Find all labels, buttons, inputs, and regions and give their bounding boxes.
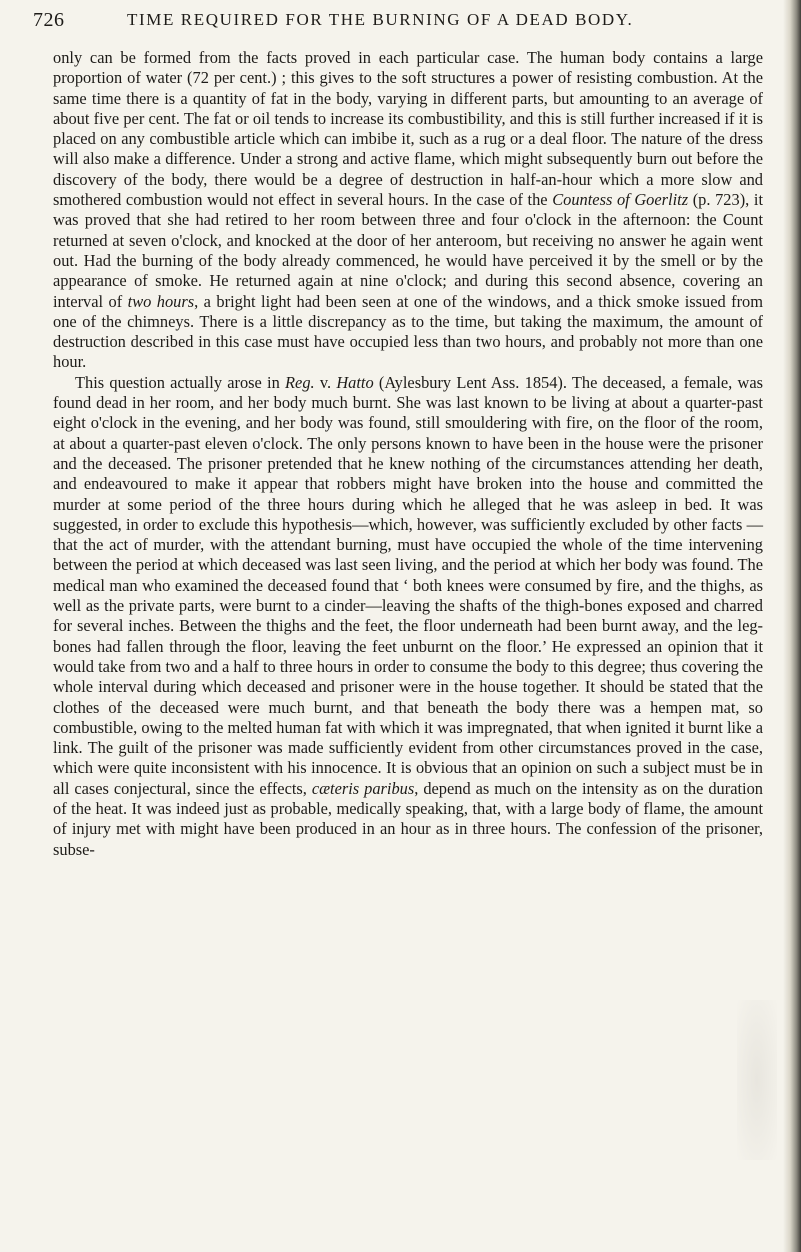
text-segment: This question actually arose in [75, 372, 286, 392]
italic-case-name: Hatto [336, 372, 374, 392]
text-segment: only can be formed from the facts proved in each particular case. The human body contains a large proportion of water (72 per cent.) ; this gives to the soft structures a power of resisting combustion. At the same time there is a quantity of fat in the body, varying in different parts, but amounting to an average of about five per cent. The fat or oil tends to increase its combustibility, and this is still further increased if it is placed on any combustible article which can imbibe it, such as a rug or a deal floor. The nature of the dress will also make a difference. Under a strong and active flame, which might subsequently burn out before the discovery of the body, there would be a degree of destruction in half-an-hour which a more slow and smothered combustion would not effect in several hours. In the case of the [53, 48, 763, 210]
text-segment: (Aylesbury Lent Ass. 1854). The deceased, a female, was found dead in her room, and her body much burnt. She was last known to be living at about a quarter-past eight o'clock in the evening, and her body was found, still smouldering with fire, on the floor of the room, at about a quarter-past eleven o'clock. The only persons known to have been in the house were the prisoner and the deceased. The prisoner pretended that he knew nothing of the circumstances attending her death, and endeavoured to make it appear that robbers might have broken into the house and committed the murder at some period of the three hours during which he alleged that he was asleep in bed. It was suggested, in order to exclude this hypothesis—which, however, was sufficiently excluded by other facts —that the act of murder, with the attendant burning, must have occupied the whole of the time intervening between the period at which deceased was last seen living, and the period at which her body was found. The medical man who examined the deceased found that ‘ both knees were consumed by fire, and the thighs, as well as the private parts, were burnt to a cinder—leaving the shafts of the thigh-bones exposed and charred for several inches. Between the thighs and the feet, the floor underneath had been burnt away, and the leg-bones had fallen through the floor, leaving the feet unburnt on the floor.’ He expressed an opinion that it would take from two and a half to three hours in order to consume the body to this degree; thus covering the whole interval during which deceased and prisoner were in the house together. It should be stated that the clothes of the deceased were much burnt, and that beneath the body there was a hempen mat, so combustible, owing to the melted human fat with which it was impregnated, that when ignited it burnt like a link. The guilt of the prisoner was made sufficiently evident from other circumstances proved in the case, which were quite inconsistent with his innocence. It is obvious that an opinion on such a subject must be in all cases conjectural, since the effects, [53, 372, 763, 798]
text-segment: , depend as much on the intensity as on the duration of the heat. It was indeed just as probable, medically speaking, that, with a large body of flame, the amount of injury met with might have been produced in an hour as in three hours. The confession of the prisoner, subse- [53, 778, 763, 859]
italic-latin-phrase: cæteris paribus [311, 778, 415, 798]
italic-case-name: Reg. [285, 372, 315, 392]
page-binding-edge [783, 0, 801, 1252]
paragraph [53, 48, 763, 373]
body-text [53, 48, 763, 860]
paragraph [53, 373, 763, 860]
page-shading [737, 1000, 777, 1160]
italic-case-name: Countess of Goerlitz [552, 190, 689, 210]
page-header [33, 9, 773, 39]
text-segment: (p. 723), it was proved that she had retired to her room between three and four o'clock in the afternoon: the Count returned at seven o'clock, and knocked at the door of her anteroom, but receiving no answer he again went out. Had the burning of the body already commenced, he would have perceived it by the smell or by the appearance of smoke. He returned again at nine o'clock; and during this second absence, covering an interval of [53, 190, 763, 311]
italic-emphasis: two hours [127, 291, 195, 311]
running-head: TIME REQUIRED FOR THE BURNING OF A DEAD BODY. [127, 10, 634, 29]
text-segment: v. [314, 372, 337, 392]
text-segment: , a bright light had been seen at one of the windows, and a thick smoke issued from one of the chimneys. There is a little discrepancy as to the time, but taking the maximum, the amount of destruction described in this case must have occupied less than two hours, and probably not more than one hour. [53, 291, 763, 372]
page-number: 726 [33, 9, 65, 31]
